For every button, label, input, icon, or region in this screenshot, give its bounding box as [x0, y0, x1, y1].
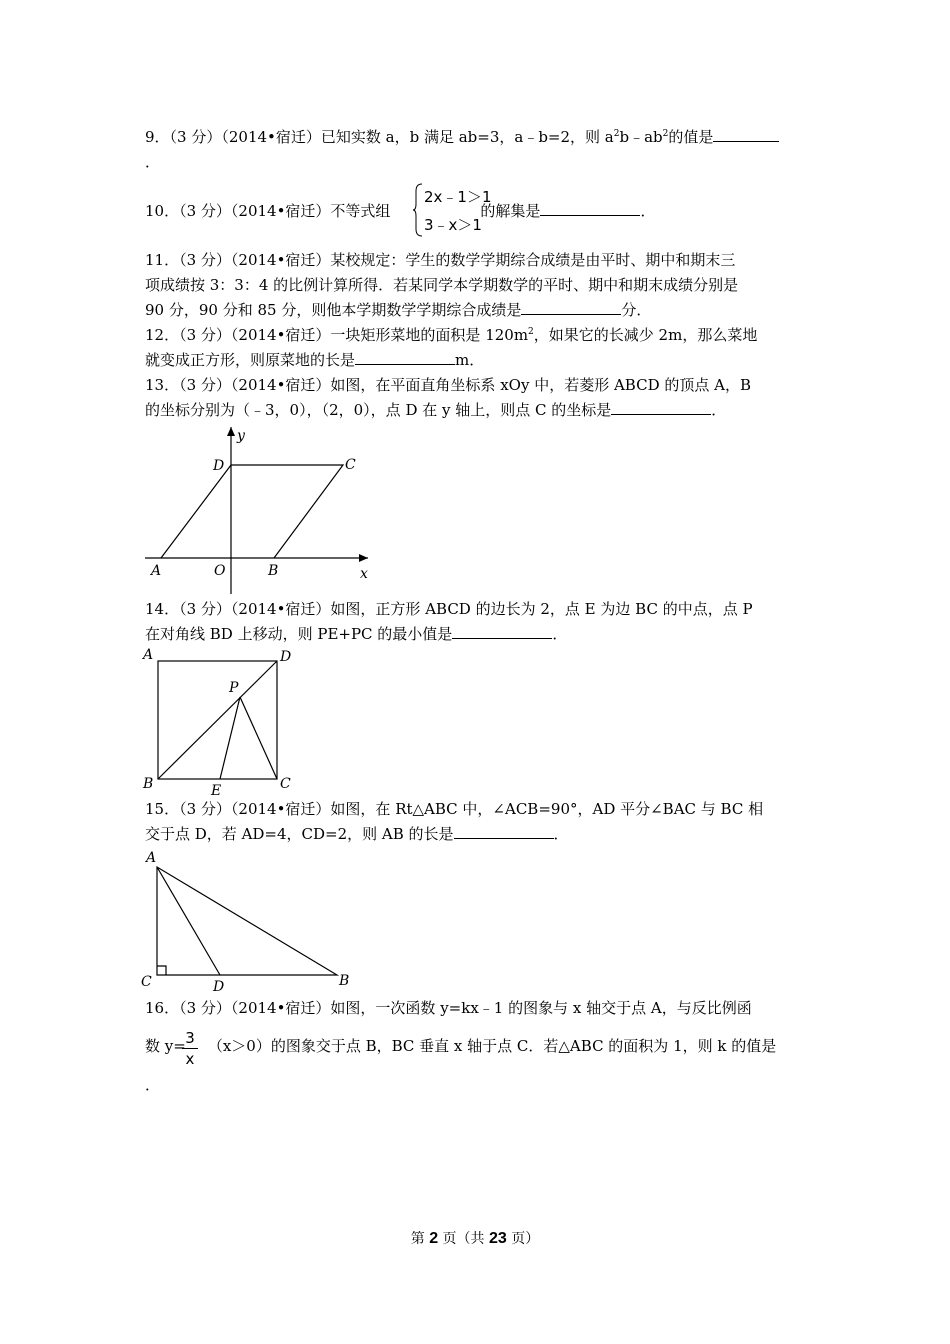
q12-text-c: 就变成正方形，则原菜地的长是: [145, 351, 356, 369]
footer-pre: 第: [410, 1231, 430, 1247]
q15-triangle-figure: [140, 846, 360, 995]
q14-answer-blank: [452, 624, 552, 639]
q12-line1: [145, 323, 757, 347]
q11-answer-blank: [521, 300, 621, 315]
q9-sup2: 2: [662, 129, 669, 139]
q11-line3: [145, 298, 651, 322]
q15-text-b: ．: [553, 825, 569, 843]
q12-text-a: 12．（3 分）（2014•宿迁）一块矩形菜地的面积是 120m: [145, 326, 529, 344]
q11-line1: 11．（3 分）（2014•宿迁）某校规定：学生的数学学期综合成绩是由平时、期中和期末三: [145, 251, 736, 269]
q10-ineq1: 2x﹣1＞1: [424, 188, 492, 206]
q16-line2: [145, 1034, 776, 1058]
q14-text-a: 在对角线 BD 上移动，则 PE+PC 的最小值是: [145, 625, 453, 643]
footer-page-number: 2: [429, 1230, 439, 1247]
q9-text-b: b﹣ab: [619, 128, 663, 146]
q14-label-C: C: [280, 776, 291, 792]
q14-label-P: P: [229, 680, 239, 696]
q14-label-D: D: [280, 649, 292, 665]
q13-x-arrow: [359, 554, 368, 562]
q11-line2: 项成绩按 3：3：4 的比例计算所得．若某同学本学期数学的平时、期中和期末成绩分别是: [145, 276, 739, 294]
q15-label-B: B: [339, 973, 350, 989]
q9-sup1: 2: [613, 129, 620, 139]
q16-fraction: [182, 1030, 198, 1067]
q10-prefix: 10．（3 分）（2014•宿迁）不等式组: [145, 202, 391, 220]
q15-bisector-AD: [157, 867, 220, 975]
footer-mid: 页（共: [438, 1231, 489, 1247]
q13-label-O: O: [214, 563, 226, 579]
q14-segment-PC: [240, 697, 277, 779]
footer-post: 页）: [506, 1231, 540, 1247]
q13-y-arrow: [227, 427, 235, 436]
q15-line2: [145, 822, 569, 846]
q13-label-A: A: [151, 563, 162, 579]
q15-label-C: C: [141, 974, 152, 990]
q14-square-figure: [140, 645, 310, 797]
q15-label-D: D: [213, 979, 225, 995]
q14-diagonal-BD: [158, 661, 277, 779]
q11-text-a: 90 分，90 分和 85 分，则他本学期数学学期综合成绩是: [145, 301, 522, 319]
q9-line2: ．: [145, 153, 161, 171]
q15-right-angle-mark: [157, 966, 166, 975]
q15-line1: 15．（3 分）（2014•宿迁）如图，在 Rt△ABC 中，∠ACB=90°，AD 平分∠BAC 与 BC 相: [145, 800, 764, 818]
q16-text-a: 数 y=: [145, 1037, 186, 1055]
footer-total-pages: 23: [489, 1230, 507, 1247]
q14-label-B: B: [143, 776, 154, 792]
page-footer: [0, 1228, 950, 1248]
q13-line1: 13．（3 分）（2014•宿迁）如图，在平面直角坐标系 xOy 中，若菱形 ABCD 的顶点 A，B: [145, 376, 751, 394]
q16-line3: ．: [145, 1076, 161, 1094]
q16-fraction-denominator: x: [185, 1050, 195, 1068]
q14-text-b: ．: [552, 625, 568, 643]
q16-text-b: （x＞0）的图象交于点 B，BC 垂直 x 轴于点 C．若△ABC 的面积为 1，则 k 的值是: [207, 1037, 777, 1055]
q16-fraction-numerator: 3: [185, 1029, 195, 1047]
q12-answer-blank: [355, 350, 455, 365]
q15-triangle-ABC: [157, 867, 337, 975]
q13-label-B: B: [268, 563, 279, 579]
q13-text-b: ．: [711, 401, 727, 419]
q14-line2: [145, 622, 567, 646]
q13-rhombus: [161, 465, 343, 558]
q15-answer-blank: [454, 824, 554, 839]
q13-answer-blank: [611, 400, 711, 415]
q11-text-b: 分．: [621, 301, 652, 319]
q13-text-a: 的坐标分别为（﹣3，0），（2，0），点 D 在 y 轴上，则点 C 的坐标是: [145, 401, 612, 419]
q15-label-A: A: [146, 850, 157, 866]
q9-line1: [145, 125, 779, 149]
q12-line2: [145, 348, 484, 372]
q16-line1: 16．（3 分）（2014•宿迁）如图，一次函数 y=kx﹣1 的图象与 x 轴交于点 A，与反比例函: [145, 999, 752, 1017]
q13-label-C: C: [345, 457, 356, 473]
q10-ineq2: 3﹣x＞1: [424, 216, 482, 234]
q14-label-A: A: [143, 647, 154, 663]
q10-answer-blank: [540, 201, 640, 216]
q9-text-a: 9．（3 分）（2014•宿迁）已知实数 a，b 满足 ab=3，a﹣b=2，则 a: [145, 128, 614, 146]
q10-line: [145, 199, 655, 223]
q15-text-a: 交于点 D，若 AD=4，CD=2，则 AB 的长是: [145, 825, 454, 843]
q13-label-D: D: [213, 458, 225, 474]
q14-segment-PE: [220, 697, 240, 779]
q10-inequality-system: [413, 182, 513, 238]
q12-text-b: ，如果它的长减少 2m，那么菜地: [533, 326, 758, 344]
q12-text-d: m．: [455, 351, 485, 369]
q9-answer-blank: [713, 127, 779, 142]
q12-sup: 2: [528, 327, 534, 337]
q14-label-E: E: [211, 783, 222, 799]
q13-rhombus-figure: [140, 422, 380, 597]
q9-text-c: 的值是: [668, 128, 714, 146]
q13-label-y: y: [237, 428, 245, 444]
q13-label-x: x: [360, 566, 368, 582]
q10-end: ．: [640, 202, 656, 220]
q14-line1: 14．（3 分）（2014•宿迁）如图，正方形 ABCD 的边长为 2，点 E 为边 BC 的中点，点 P: [145, 600, 753, 618]
q16-fraction-bar: [182, 1048, 198, 1049]
q10-suffix: 的解集是: [480, 202, 541, 220]
q13-line2: [145, 398, 726, 422]
